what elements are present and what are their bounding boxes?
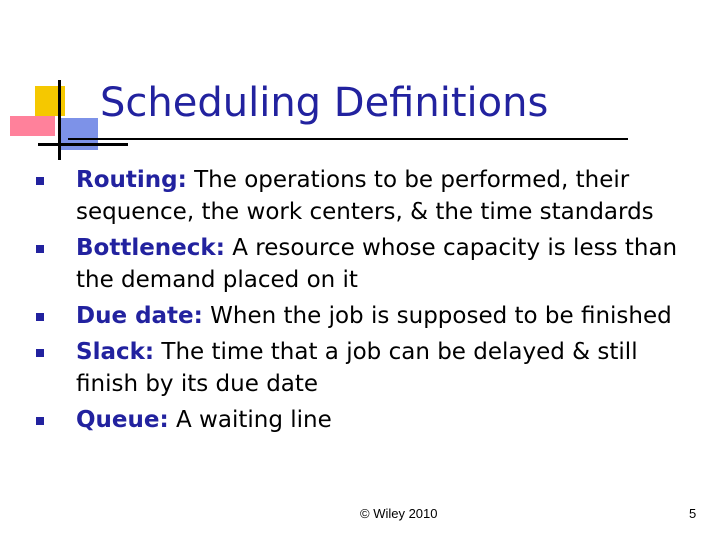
- bullet-text: The time that a job can be delayed & still finish by its due date: [76, 339, 638, 397]
- square-bullet-icon: [36, 417, 44, 425]
- square-bullet-icon: [36, 245, 44, 253]
- bullet-term: Slack:: [76, 339, 155, 365]
- logo-vertical-line: [58, 80, 61, 160]
- bullet-text: The operations to be performed, their sequence, the work centers, & the time standards: [76, 167, 654, 225]
- bullet-item-queue: [36, 404, 686, 436]
- logo-red-block: [10, 116, 55, 136]
- bullet-text: A waiting line: [168, 407, 332, 433]
- bullet-term: Routing:: [76, 167, 187, 193]
- bullet-term: Due date:: [76, 303, 203, 329]
- bullet-item-routing: [36, 164, 686, 228]
- bullet-item-slack: [36, 336, 686, 400]
- logo-horizontal-line: [38, 143, 128, 146]
- bullet-term: Queue:: [76, 407, 169, 433]
- page-number: 5: [689, 506, 697, 521]
- title-underline: [68, 138, 628, 140]
- square-bullet-icon: [36, 313, 44, 321]
- bullet-list: [36, 164, 686, 440]
- square-bullet-icon: [36, 177, 44, 185]
- bullet-text: When the job is supposed to be finished: [202, 303, 672, 329]
- bullet-item-bottleneck: [36, 232, 686, 296]
- square-bullet-icon: [36, 349, 44, 357]
- slide-title: Scheduling Definitions: [100, 80, 549, 126]
- copyright-footer: © Wiley 2010: [360, 506, 438, 521]
- bullet-text: A resource whose capacity is less than the demand placed on it: [76, 235, 678, 293]
- bullet-item-due-date: [36, 300, 686, 332]
- bullet-term: Bottleneck:: [76, 235, 225, 261]
